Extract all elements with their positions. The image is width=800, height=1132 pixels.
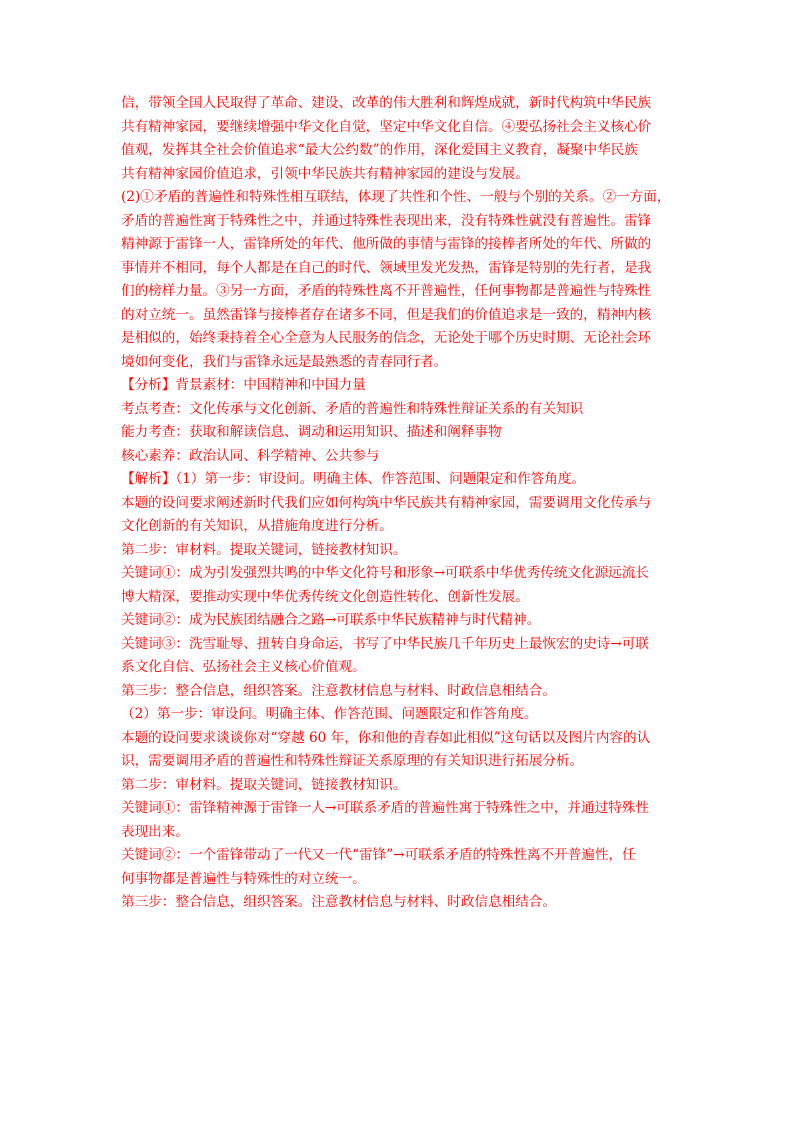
paragraph-answer-2 — [121, 186, 681, 374]
paragraph-explain-2-step3 — [121, 891, 681, 915]
text-line: 的对立统一。虽然雷锋与接棒者存在诸多不同，但是我们的价值追求是一致的，精神内核 — [121, 306, 652, 323]
paragraph-explain-1-key2 — [121, 609, 681, 633]
text-line: 境如何变化，我们与雷锋永远是最熟悉的青春同行者。 — [121, 353, 448, 370]
text-line: 是相似的，始终秉持着全心全意为人民服务的信念，无论处于哪个历史时期、无论社会环 — [121, 330, 652, 346]
text-line: 共有精神家园价值追求，引领中华民族共有精神家园的建设与发展。 — [121, 165, 529, 182]
text-line: 共有精神家园，要继续增强中华文化自觉，坚定中华文化自信。④要弘扬社会主义核心价 — [121, 118, 652, 135]
text-line: 表现出来。 — [121, 823, 189, 840]
text-line: 能力考查：获取和解读信息、调动和运用知识、描述和阐释事物 — [121, 424, 502, 440]
text-line: 矛盾的普遍性寓于特殊性之中，并通过特殊性表现出来，没有特殊性就没有普遍性。雷锋 — [121, 212, 652, 229]
text-line: 考点考查：文化传承与文化创新、矛盾的普遍性和特殊性辩证关系的有关知识 — [121, 400, 584, 417]
paragraph-explain-1-question — [121, 492, 681, 539]
text-line: 关键词①：雷锋精神源于雷锋一人→可联系矛盾的普遍性寓于特殊性之中，并通过特殊性 — [121, 800, 649, 816]
text-line: 系文化自信、弘扬社会主义核心价值观。 — [121, 659, 366, 675]
text-line: 第二步：审材料。提取关键词，链接教材知识。 — [121, 776, 407, 793]
text-line: 关键词①：成为引发强烈共鸣的中华文化符号和形象→可联系中华优秀传统文化源远流长 — [121, 565, 649, 581]
text-line: 何事物都是普遍性与特殊性的对立统一。 — [121, 870, 366, 887]
text-line: 本题的设问要求谈谈你对“穿越 60 年，你和他的青春如此相似”这句话以及图片内容的认 — [121, 729, 651, 746]
text-line: 【分析】背景素材：中国精神和中国力量 — [121, 377, 366, 393]
paragraph-analysis-literacy — [121, 445, 681, 469]
text-line: 精神源于雷锋一人，雷锋所处的年代、他所做的事情与雷锋的接棒者所处的年代、所做的 — [121, 236, 652, 252]
paragraph-explain-1-key3 — [121, 633, 681, 680]
text-line: 第二步：审材料。提取关键词，链接教材知识。 — [121, 541, 407, 558]
paragraph-explain-2-question — [121, 727, 681, 774]
text-line: 本题的设问要求阐述新时代我们应如何构筑中华民族共有精神家园，需要调用文化传承与 — [121, 494, 652, 511]
paragraph-explain-1-key1 — [121, 562, 681, 609]
text-line: 关键词③：洗雪耻辱、扭转自身命运，书写了中华民族几千年历史上最恢宏的史诗→可联 — [121, 635, 649, 652]
text-line: 值观，发挥其全社会价值追求“最大公约数”的作用，深化爱国主义教育，凝聚中华民族 — [121, 142, 638, 158]
paragraph-analysis-knowledge — [121, 398, 681, 422]
paragraph-answer-1-tail — [121, 92, 681, 186]
text-line: 文化创新的有关知识，从措施角度进行分析。 — [121, 518, 393, 534]
text-line: 关键词②：一个雷锋带动了一代又一代“雷锋”→可联系矛盾的特殊性离不开普遍性，任 — [121, 847, 636, 863]
text-line: （2）第一步：审设问。明确主体、作答范围、问题限定和作答角度。 — [121, 706, 538, 722]
text-line: 们的榜样力量。③另一方面，矛盾的特殊性离不开普遍性，任何事物都是普遍性与特殊性 — [121, 283, 652, 299]
paragraph-explain-2-step1 — [121, 703, 681, 727]
paragraph-explain-1-step2 — [121, 539, 681, 563]
paragraph-explain-2-key2 — [121, 844, 681, 891]
text-line: 识，需要调用矛盾的普遍性和特殊性辩证关系原理的有关知识进行拓展分析。 — [121, 753, 584, 769]
paragraph-explain-1-step1 — [121, 468, 681, 492]
text-line: 【解析】（1）第一步：审设问。明确主体、作答范围、问题限定和作答角度。 — [121, 471, 586, 487]
paragraph-analysis-material — [121, 374, 681, 398]
text-line: 核心素养：政治认同、科学精神、公共参与 — [121, 447, 380, 464]
text-line: 第三步：整合信息，组织答案。注意教材信息与材料、时政信息相结合。 — [121, 682, 556, 699]
paragraph-explain-2-key1 — [121, 797, 681, 844]
paragraph-explain-2-step2 — [121, 774, 681, 798]
text-line: 第三步：整合信息，组织答案。注意教材信息与材料、时政信息相结合。 — [121, 894, 556, 910]
text-line: 博大精深，要推动实现中华优秀传统文化创造性转化、创新性发展。 — [121, 588, 529, 605]
document-body — [121, 92, 681, 915]
text-line: 关键词②：成为民族团结融合之路→可联系中华民族精神与时代精神。 — [121, 612, 541, 628]
paragraph-analysis-ability — [121, 421, 681, 445]
paragraph-explain-1-step3 — [121, 680, 681, 704]
text-line: (2)①矛盾的普遍性和特殊性相互联结，体现了共性和个性、一般与个别的关系。②一方面， — [121, 189, 671, 205]
text-line: 信，带领全国人民取得了革命、建设、改革的伟大胜利和辉煌成就，新时代构筑中华民族 — [121, 95, 652, 111]
text-line: 事情并不相同，每个人都是在自己的时代、领域里发光发热，雷锋是特别的先行者，是我 — [121, 259, 652, 276]
